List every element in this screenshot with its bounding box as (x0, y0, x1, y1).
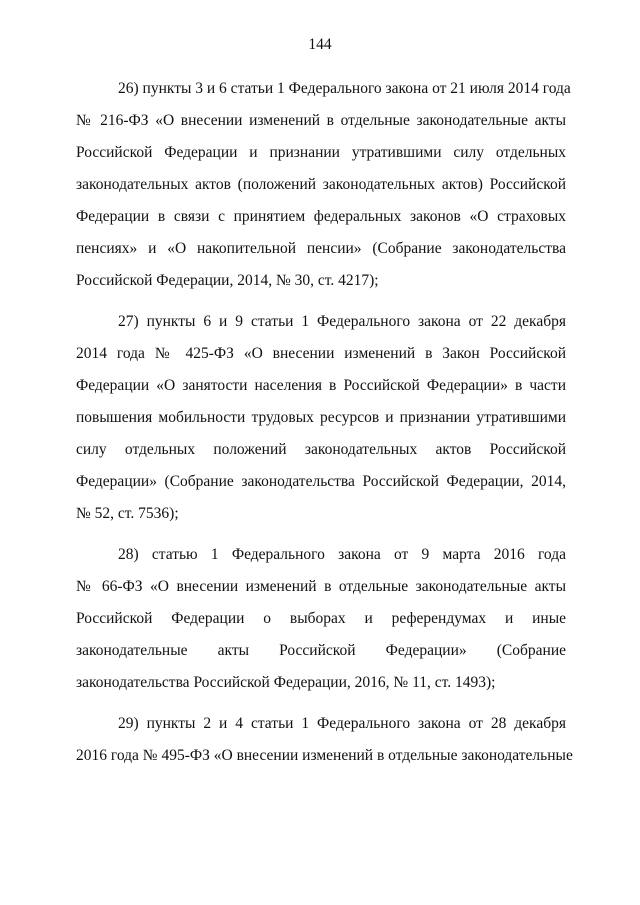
text-line: 26) пункты 3 и 6 статьи 1 Федерального закона от 21 июля 2014 года (118, 80, 571, 97)
text-line: 27) пункты 6 и 9 статьи 1 Федерального закона от 22 декабря (118, 313, 566, 330)
text-line: Федерации» (Собрание законодательства Российской Федерации, 2014, (76, 473, 566, 490)
text-line: 29) пункты 2 и 4 статьи 1 Федерального закона от 28 декабря (118, 715, 566, 732)
text-line: Федерации в связи с принятием федеральных законов «О страховых (76, 208, 566, 225)
text-line: № 216-ФЗ «О внесении изменений в отдельные законодательные акты (76, 112, 566, 129)
text-line: повышения мобильности трудовых ресурсов и признании утратившими (76, 409, 566, 426)
page-number: 144 (308, 36, 332, 53)
text-line: № 52, ст. 7536); (76, 505, 179, 522)
paragraph-item-27 (76, 306, 566, 530)
text-line: силу отдельных положений законодательных актов Российской (76, 441, 566, 458)
paragraph-item-29 (76, 708, 573, 772)
text-line: Российской Федерации, 2014, № 30, ст. 4217); (76, 272, 379, 289)
text-line: 2016 года № 495-ФЗ «О внесении изменений в отдельные законодательные (76, 747, 573, 764)
text-line: Федерации «О занятости населения в Российской Федерации» в части (76, 377, 566, 394)
text-line: № 66-ФЗ «О внесении изменений в отдельные законодательные акты (76, 578, 566, 595)
text-line: законодательства Российской Федерации, 2016, № 11, ст. 1493); (76, 674, 496, 691)
document-body (76, 73, 573, 781)
text-line: 2014 года № 425-ФЗ «О внесении изменений в Закон Российской (76, 345, 566, 362)
text-line: 28) статью 1 Федерального закона от 9 марта 2016 года (118, 546, 566, 563)
text-line: законодательных актов (положений законодательных актов) Российской (76, 176, 566, 193)
text-line: Российской Федерации о выборах и референдумах и иные (76, 610, 566, 627)
paragraph-item-28 (76, 539, 566, 699)
text-line: Российской Федерации и признании утратившими силу отдельных (76, 144, 566, 161)
text-line: законодательные акты Российской Федерации» (Собрание (76, 642, 566, 659)
text-line: пенсиях» и «О накопительной пенсии» (Собрание законодательства (76, 240, 566, 257)
paragraph-item-26 (76, 73, 571, 297)
